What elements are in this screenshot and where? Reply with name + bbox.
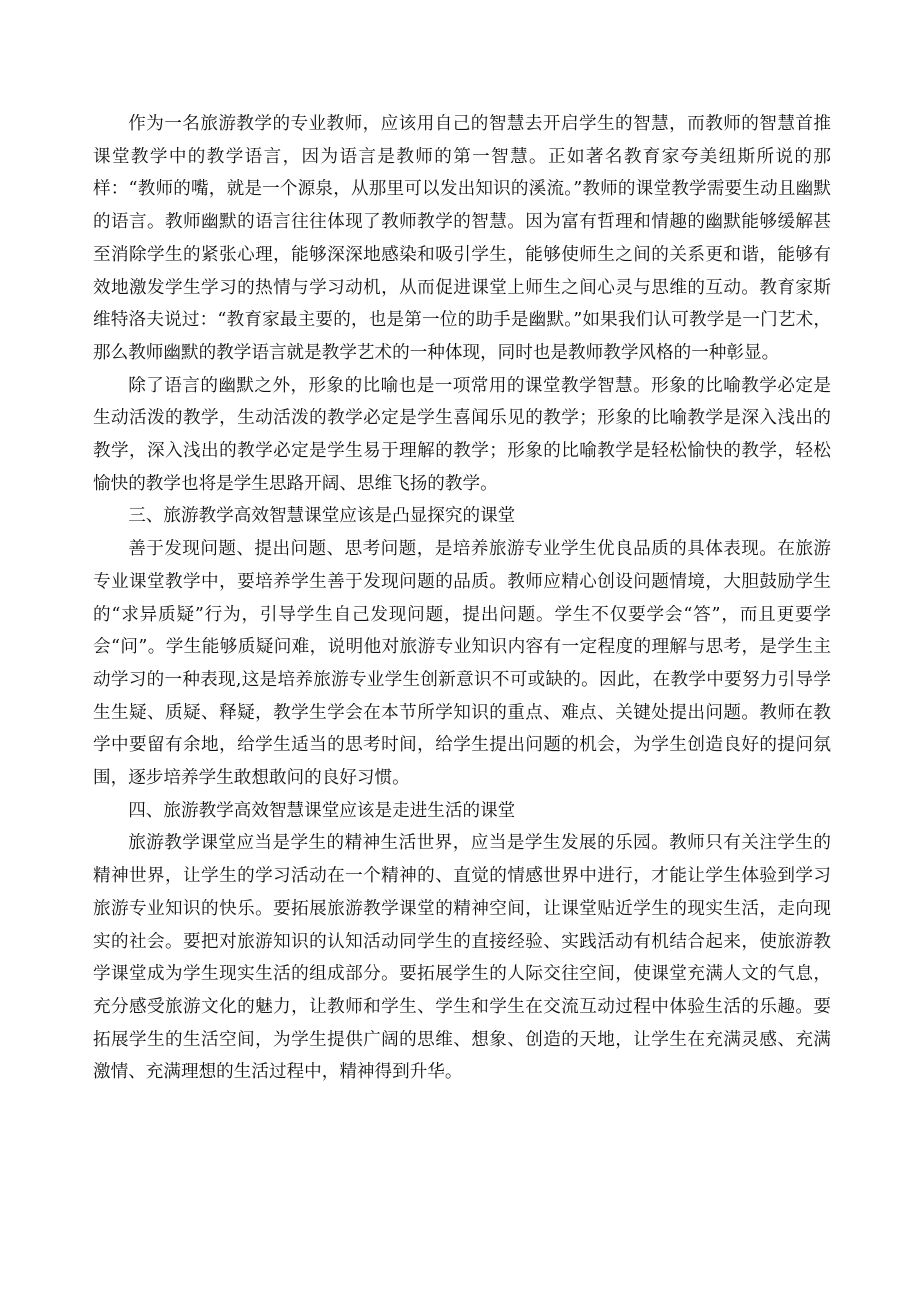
- document-page: [93, 108, 831, 1089]
- paragraph-humor-language: 作为一名旅游教学的专业教师，应该用自己的智慧去开启学生的智慧，而教师的智慧首推课堂教学中的教学语言，因为语言是教师的第一智慧。正如著名教育家夸美纽斯所说的那样：“教师的嘴，就是一个源泉，从那里可以发出知识的溪流。”教师的课堂教学需要生动且幽默的语言。教师幽默的语言往往体现了教师教学的智慧。因为富有哲理和情趣的幽默能够缓解甚至消除学生的紧张心理，能够深深地感染和吸引学生，能够使师生之间的关系更和谐，能够有效地激发学生学习的热情与学习动机，从而促进课堂上师生之间心灵与思维的互动。教育家斯维特洛夫说过：“教育家最主要的，也是第一位的助手是幽默。”如果我们认可教学是一门艺术，那么教师幽默的教学语言就是教学艺术的一种体现，同时也是教师教学风格的一种彰显。: [93, 114, 831, 363]
- paragraph-inquiry: 善于发现问题、提出问题、思考问题，是培养旅游专业学生优良品质的具体表现。在旅游专业课堂教学中，要培养学生善于发现问题的品质。教师应精心创设问题情境，大胆鼓励学生的“求异质疑”行为，引导学生自己发现问题，提出问题。学生不仅要学会“答”，而且更要学会“问”。学生能够质疑问难，说明他对旅游专业知识内容有一定程度的理解与思考，是学生主动学习的一种表现,这是培养旅游专业学生创新意识不可或缺的。因此，在教学中要努力引导学生生疑、质疑、释疑，教学生学会在本节所学知识的重点、难点、关键处提出问题。教师在教学中要留有余地，给学生适当的思考时间，给学生提出问题的机会，为学生创造良好的提问氛围，逐步培养学生敢想敢问的良好习惯。: [93, 539, 831, 789]
- section-heading-inquiry: 三、旅游教学高效智慧课堂应该是凸显探究的课堂: [128, 506, 516, 527]
- paragraph-life: 旅游教学课堂应当是学生的精神生活世界，应当是学生发展的乐园。教师只有关注学生的精神世界，让学生的学习活动在一个精神的、直觉的情感世界中进行，才能让学生体验到学习旅游专业知识的快乐。要拓展旅游教学课堂的精神空间，让课堂贴近学生的现实生活，走向现实的社会。要把对旅游知识的认知活动同学生的直接经验、实践活动有机结合起来，使旅游教学课堂成为学生现实生活的组成部分。要拓展学生的人际交往空间，使课堂充满人文的气息，充分感受旅游文化的魅力，让教师和学生、学生和学生在交流互动过程中体验生活的乐趣。要拓展学生的生活空间，为学生提供广阔的思维、想象、创造的天地，让学生在充满灵感、充满激情、充满理想的生活过程中，精神得到升华。: [93, 833, 831, 1083]
- paragraph-metaphor: 除了语言的幽默之外，形象的比喻也是一项常用的课堂教学智慧。形象的比喻教学必定是生动活泼的教学，生动活泼的教学必定是学生喜闻乐见的教学；形象的比喻教学是深入浅出的教学，深入浅出的教学必定是学生易于理解的教学；形象的比喻教学是轻松愉快的教学，轻松愉快的教学也将是学生思路开阔、思维飞扬的教学。: [93, 375, 831, 494]
- section-heading-life: 四、旅游教学高效智慧课堂应该是走进生活的课堂: [128, 800, 516, 821]
